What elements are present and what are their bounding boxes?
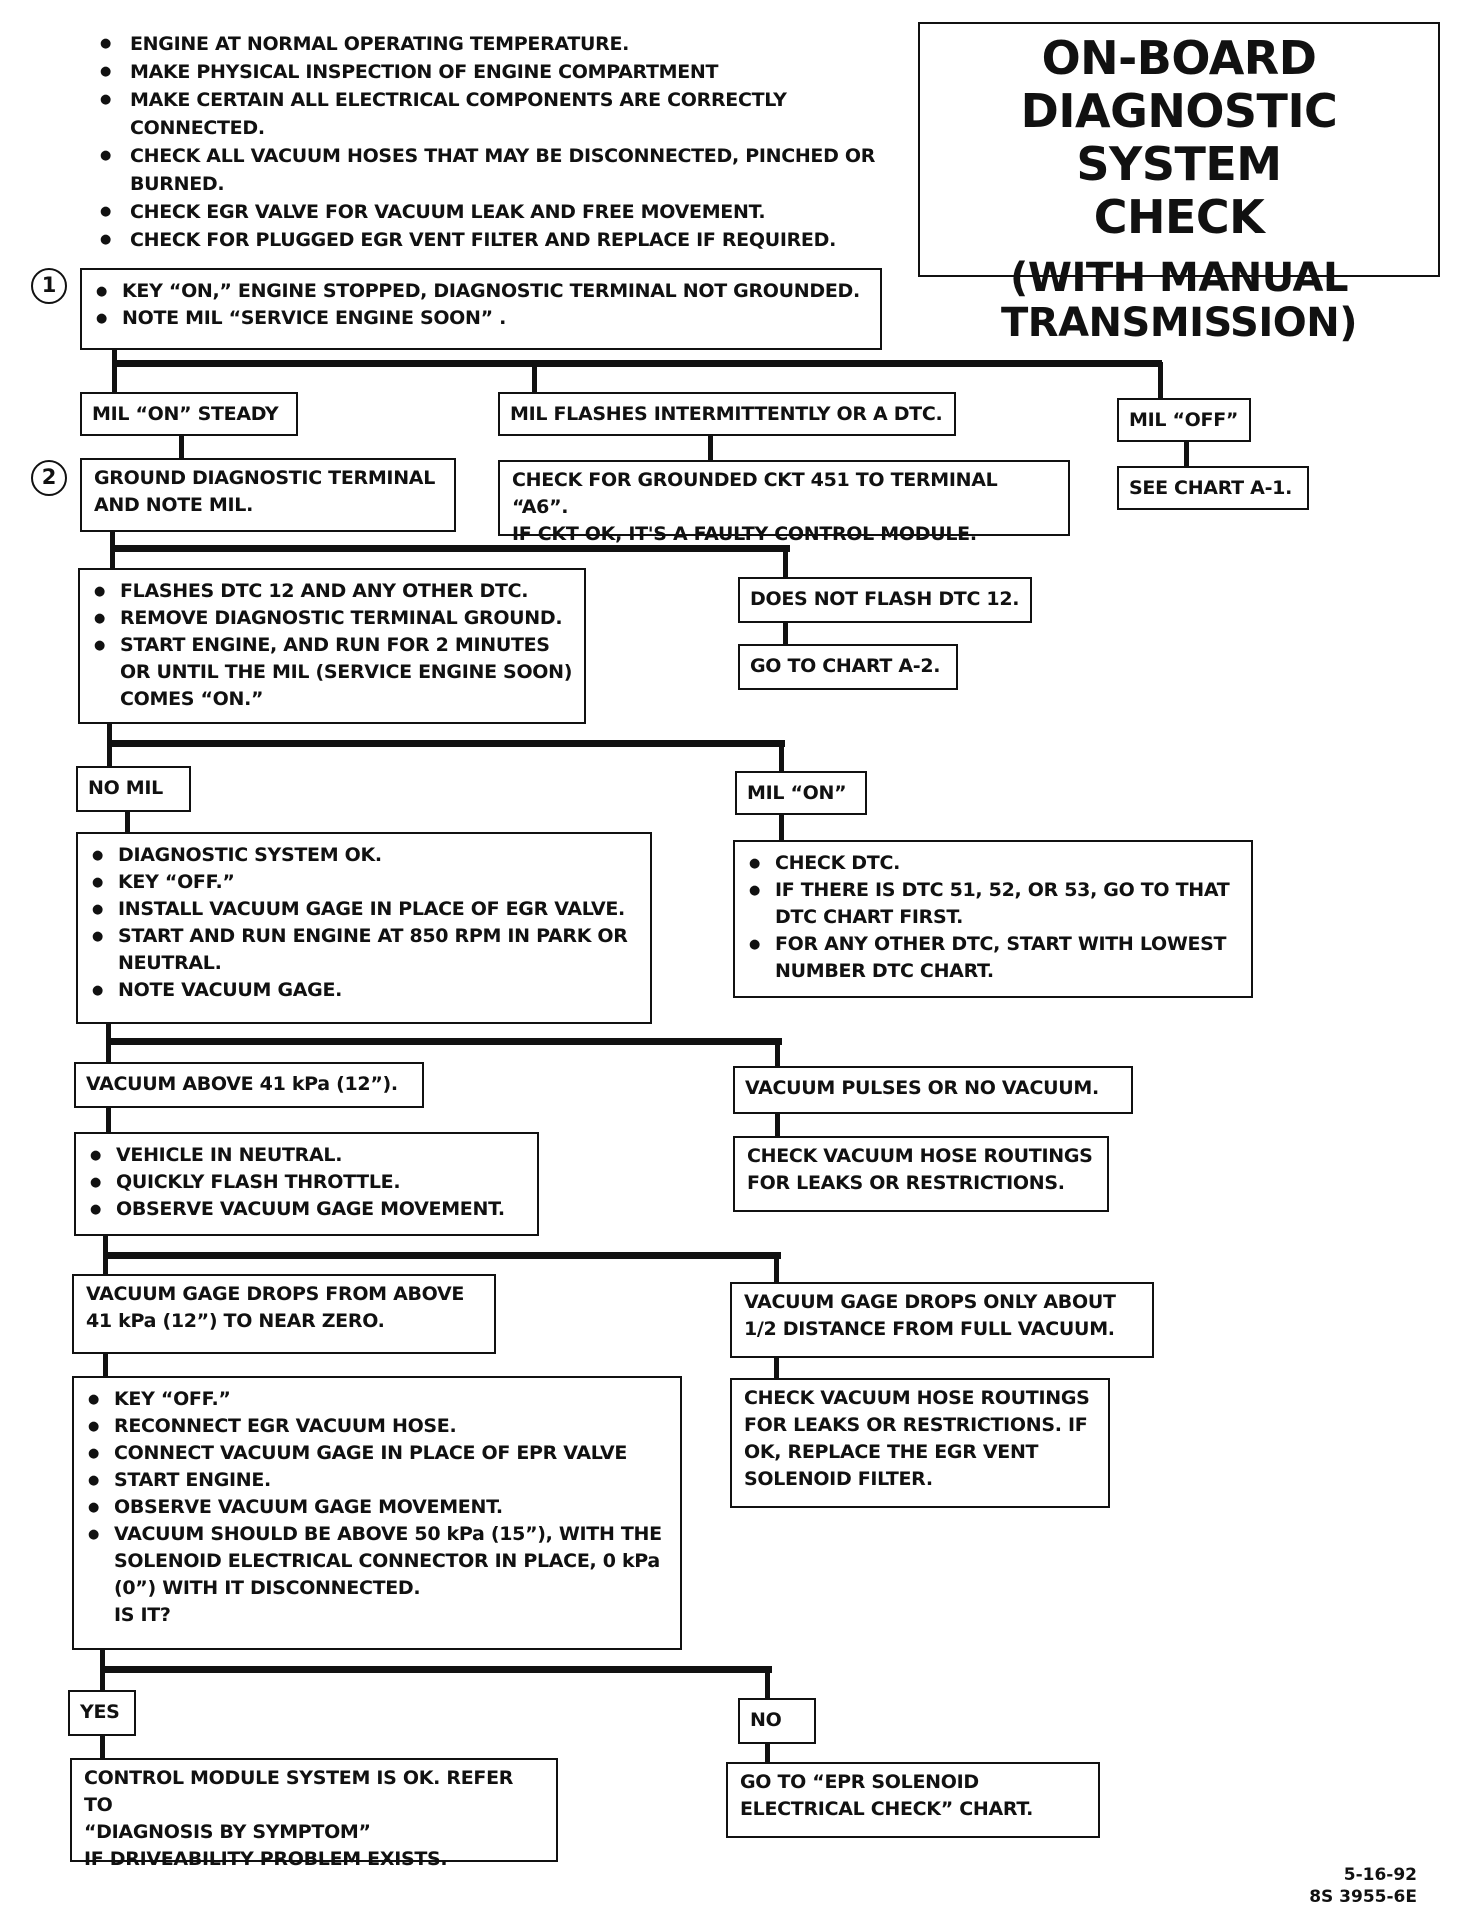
connector-line [106, 1106, 111, 1134]
title-line-1: ON-BOARD [1041, 31, 1317, 85]
title-line-3: CHECK [1093, 190, 1265, 244]
precondition-item: ● MAKE CERTAIN ALL ELECTRICAL COMPONENTS ARE CORRECTLY CONNECTED. [96, 86, 896, 142]
vehicle-neutral-item: ● VEHICLE IN NEUTRAL. [86, 1142, 527, 1169]
title-line-2: DIAGNOSTIC SYSTEM [1020, 84, 1338, 191]
goto-epr-chart-box: GO TO “EPR SOLENOID ELECTRICAL CHECK” CHART. [726, 1762, 1100, 1838]
connector-line [783, 622, 788, 644]
precondition-item: ● CHECK EGR VALVE FOR VACUUM LEAK AND FREE MOVEMENT. [96, 198, 896, 226]
check-dtc-item: ● FOR ANY OTHER DTC, START WITH LOWEST NUMBER DTC CHART. [745, 931, 1241, 985]
check-dtc-box [733, 840, 1253, 998]
step-1-item: ● NOTE MIL “SERVICE ENGINE SOON” . [92, 305, 870, 332]
connector-line [532, 362, 537, 392]
see-chart-a1-box: SEE CHART A-1. [1117, 466, 1309, 510]
vacuum-above-box: VACUUM ABOVE 41 kPa (12”). [74, 1062, 424, 1108]
mil-on-steady-box: MIL “ON” STEADY [80, 392, 298, 436]
diagnostic-ok-item: ● NOTE VACUUM GAGE. [88, 977, 640, 1004]
step-2-marker: 2 [31, 460, 67, 496]
connector-line [1184, 440, 1189, 466]
step-1-marker: 1 [31, 268, 67, 304]
key-off-step-item: ● START ENGINE. [84, 1467, 670, 1494]
diagnostic-ok-item: ● START AND RUN ENGINE AT 850 RPM IN PARK OR NEUTRAL. [88, 923, 640, 977]
flashes-dtc12-box [78, 568, 586, 724]
key-off-step-item: ● VACUUM SHOULD BE ABOVE 50 kPa (15”), WITH THE SOLENOID ELECTRICAL CONNECTOR IN PLACE, 0 kPa (0”) WITH IT DISCONNECTED. [84, 1521, 670, 1602]
no-mil-box: NO MIL [76, 766, 191, 812]
document-reference-number: 5-16-92 8S 3955-6E [1309, 1865, 1417, 1907]
connector-line [112, 360, 1162, 367]
title-line-4: (WITH MANUAL [1010, 255, 1348, 301]
check-hose-routing-1-box: CHECK VACUUM HOSE ROUTINGS FOR LEAKS OR RESTRICTIONS. [733, 1136, 1109, 1212]
vehicle-neutral-item: ● QUICKLY FLASH THROTTLE. [86, 1169, 527, 1196]
precondition-item: ● CHECK FOR PLUGGED EGR VENT FILTER AND REPLACE IF REQUIRED. [96, 226, 896, 254]
goto-chart-a2-box: GO TO CHART A-2. [738, 644, 958, 690]
connector-line [179, 434, 184, 458]
precondition-item: ● MAKE PHYSICAL INSPECTION OF ENGINE COMPARTMENT [96, 58, 896, 86]
connector-line [107, 740, 785, 747]
diagnostic-ok-item: ● KEY “OFF.” [88, 869, 640, 896]
mil-on-box: MIL “ON” [735, 771, 867, 815]
connector-line [708, 433, 713, 461]
not-flash-dtc12-box: DOES NOT FLASH DTC 12. [738, 577, 1032, 623]
diagnostic-ok-item: ● DIAGNOSTIC SYSTEM OK. [88, 842, 640, 869]
check-ckt451-box: CHECK FOR GROUNDED CKT 451 TO TERMINAL “A6”. IF CKT OK, IT'S A FAULTY CONTROL MODULE. [498, 460, 1070, 536]
connector-line [1158, 362, 1163, 398]
gage-drops-zero-box: VACUUM GAGE DROPS FROM ABOVE 41 kPa (12”) TO NEAR ZERO. [72, 1274, 496, 1354]
check-dtc-item: ● IF THERE IS DTC 51, 52, OR 53, GO TO THAT DTC CHART FIRST. [745, 877, 1241, 931]
key-off-step-item: ● OBSERVE VACUUM GAGE MOVEMENT. [84, 1494, 670, 1521]
check-dtc-item: ● CHECK DTC. [745, 850, 1241, 877]
ground-terminal-box: GROUND DIAGNOSTIC TERMINAL AND NOTE MIL. [80, 458, 456, 532]
no-box: NO [738, 1698, 816, 1744]
key-off-step-item: ● KEY “OFF.” [84, 1386, 670, 1413]
diagnostic-ok-item: ● INSTALL VACUUM GAGE IN PLACE OF EGR VALVE. [88, 896, 640, 923]
connector-line [775, 1038, 780, 1066]
connector-line [125, 810, 130, 834]
gage-drops-half-box: VACUUM GAGE DROPS ONLY ABOUT 1/2 DISTANCE FROM FULL VACUUM. [730, 1282, 1154, 1358]
flashes-dtc12-item: ● START ENGINE, AND RUN FOR 2 MINUTES OR UNTIL THE MIL (SERVICE ENGINE SOON) COMES “ON.” [90, 632, 574, 713]
chart-title-box [918, 22, 1440, 346]
mil-flashes-box: MIL FLASHES INTERMITTENTLY OR A DTC. [498, 392, 956, 436]
flashes-dtc12-item: ● FLASHES DTC 12 AND ANY OTHER DTC. [90, 578, 574, 605]
key-off-step-item: ● RECONNECT EGR VACUUM HOSE. [84, 1413, 670, 1440]
preconditions-list [96, 30, 896, 254]
yes-box: YES [68, 1690, 136, 1736]
connector-line [765, 1666, 770, 1702]
vehicle-neutral-box [74, 1132, 539, 1236]
mil-off-box: MIL “OFF” [1117, 398, 1251, 442]
connector-line [106, 1038, 782, 1045]
connector-line [783, 545, 788, 577]
title-line-5: TRANSMISSION) [1001, 300, 1357, 346]
connector-line [100, 1734, 105, 1760]
connector-line [103, 1252, 781, 1259]
vehicle-neutral-item: ● OBSERVE VACUUM GAGE MOVEMENT. [86, 1196, 527, 1223]
connector-line [100, 1666, 772, 1673]
flashes-dtc12-item: ● REMOVE DIAGNOSTIC TERMINAL GROUND. [90, 605, 574, 632]
connector-line [779, 812, 784, 842]
step-1-box [80, 268, 882, 350]
connector-line [112, 362, 117, 392]
diagnostic-ok-box [76, 832, 652, 1024]
key-off-steps-box [72, 1376, 682, 1650]
precondition-item: ● ENGINE AT NORMAL OPERATING TEMPERATURE. [96, 30, 896, 58]
is-it-question: IS IT? [114, 1604, 171, 1626]
step-1-item: ● KEY “ON,” ENGINE STOPPED, DIAGNOSTIC TERMINAL NOT GROUNDED. [92, 278, 870, 305]
precondition-item: ● CHECK ALL VACUUM HOSES THAT MAY BE DISCONNECTED, PINCHED OR BURNED. [96, 142, 896, 198]
vacuum-pulses-box: VACUUM PULSES OR NO VACUUM. [733, 1066, 1133, 1114]
check-hose-routing-2-box: CHECK VACUUM HOSE ROUTINGS FOR LEAKS OR RESTRICTIONS. IF OK, REPLACE THE EGR VENT SOLENOID FILTER. [730, 1378, 1110, 1508]
control-module-ok-box: CONTROL MODULE SYSTEM IS OK. REFER TO “DIAGNOSIS BY SYMPTOM” IF DRIVEABILITY PROBLEM EXISTS. [70, 1758, 558, 1862]
key-off-step-item: ● CONNECT VACUUM GAGE IN PLACE OF EPR VALVE [84, 1440, 670, 1467]
